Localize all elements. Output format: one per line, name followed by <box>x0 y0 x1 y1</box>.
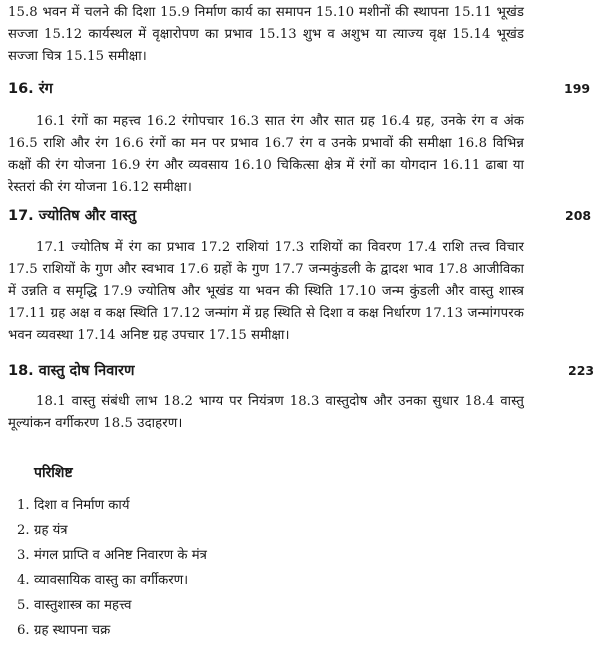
chapter-16-heading <box>8 79 53 99</box>
chapter-title: रंग <box>38 81 53 97</box>
chapter-16-page-number: 199 <box>564 81 591 96</box>
appendix-item <box>17 568 207 593</box>
appendix-item-label: वास्तुशास्त्र का महत्त्व <box>34 598 132 613</box>
appendix-item-number: 4. <box>17 573 30 588</box>
chapter-title: ज्योतिष और वास्तु <box>38 208 137 224</box>
appendix-item <box>17 593 207 618</box>
appendix-item <box>17 618 207 643</box>
appendix-item-number: 6. <box>17 623 30 638</box>
appendix-item-label: ग्रह स्थापना चक्र <box>34 623 111 638</box>
appendix-item-number: 5. <box>17 598 30 613</box>
chapter-title: वास्तु दोष निवारण <box>38 363 135 379</box>
appendix-item <box>17 493 207 518</box>
appendix-list <box>17 493 207 643</box>
chapter-15-contents-continued: 15.8 भवन में चलने की दिशा 15.9 निर्माण कार्य का समापन 15.10 मशीनों की स्थापना 15.11 भूखंड सज्जा 15.12 कार्यस्थल में वृक्षारोपण का प्रभाव 15.13 शुभ व अशुभ या त्याज्य वृक्ष 15.14 भूखंड सज्जा चित्र 15.15 समीक्षा। <box>8 5 524 64</box>
appendix-item-label: व्यावसायिक वास्तु का वर्गीकरण। <box>34 573 189 588</box>
appendix-item-label: ग्रह यंत्र <box>34 523 68 538</box>
chapter-18-heading <box>8 361 134 381</box>
appendix-item <box>17 543 207 568</box>
appendix-item-number: 2. <box>17 523 30 538</box>
appendix-heading: परिशिष्ट <box>34 465 73 481</box>
appendix-item-number: 1. <box>17 498 30 513</box>
chapter-number: 17. <box>8 208 34 224</box>
appendix-item-label: दिशा व निर्माण कार्य <box>34 498 130 513</box>
chapter-17-contents: 17.1 ज्योतिष में रंग का प्रभाव 17.2 राशियां 17.3 राशियों का विवरण 17.4 राशि तत्त्व विचार 17.5 राशियों के गुण और स्वभाव 17.6 ग्रहों के गुण 17.7 जन्मकुंडली के द्वादश भाव 17.8 आजीविका में उन्नति व समृद्धि 17.9 ज्योतिष और भूखंड या भवन की स्थिति 17.10 जन्म कुंडली और वास्तु शास्त्र 17.11 ग्रह अक्ष व कक्ष स्थिति 17.12 जन्मांग में ग्रह स्थिति से दिशा व कक्ष निर्धारण 17.13 जन्मांगपरक भवन व्यवस्था 17.14 अनिष्ट ग्रह उपचार 17.15 समीक्षा। <box>8 240 524 343</box>
chapter-number: 16. <box>8 81 34 97</box>
chapter-18-contents: 18.1 वास्तु संबंधी लाभ 18.2 भाग्य पर नियंत्रण 18.3 वास्तुदोष और उनका सुधार 18.4 वास्तु मूल्यांकन वर्गीकरण 18.5 उदाहरण। <box>8 394 524 431</box>
appendix-item-label: मंगल प्राप्ति व अनिष्ट निवारण के मंत्र <box>34 548 207 563</box>
chapter-18-page-number: 223 <box>568 363 595 378</box>
chapter-number: 18. <box>8 363 34 379</box>
chapter-16-contents: 16.1 रंगों का महत्त्व 16.2 रंगोपचार 16.3 सात रंग और सात ग्रह 16.4 ग्रह, उनके रंग व अंक 16.5 राशि और रंग 16.6 रंगों का मन पर प्रभाव 16.7 रंग व उनके प्रभावों की समीक्षा 16.8 विभिन्न कक्षों की रंग योजना 16.9 रंग और व्यवसाय 16.10 चिकित्सा क्षेत्र में रंगों का योगदान 16.11 ढाबा या रेस्तरां की रंग योजना 16.12 समीक्षा। <box>8 114 524 195</box>
appendix-item-number: 3. <box>17 548 30 563</box>
chapter-17-page-number: 208 <box>565 208 592 223</box>
appendix-item <box>17 518 207 543</box>
chapter-17-heading <box>8 206 136 226</box>
